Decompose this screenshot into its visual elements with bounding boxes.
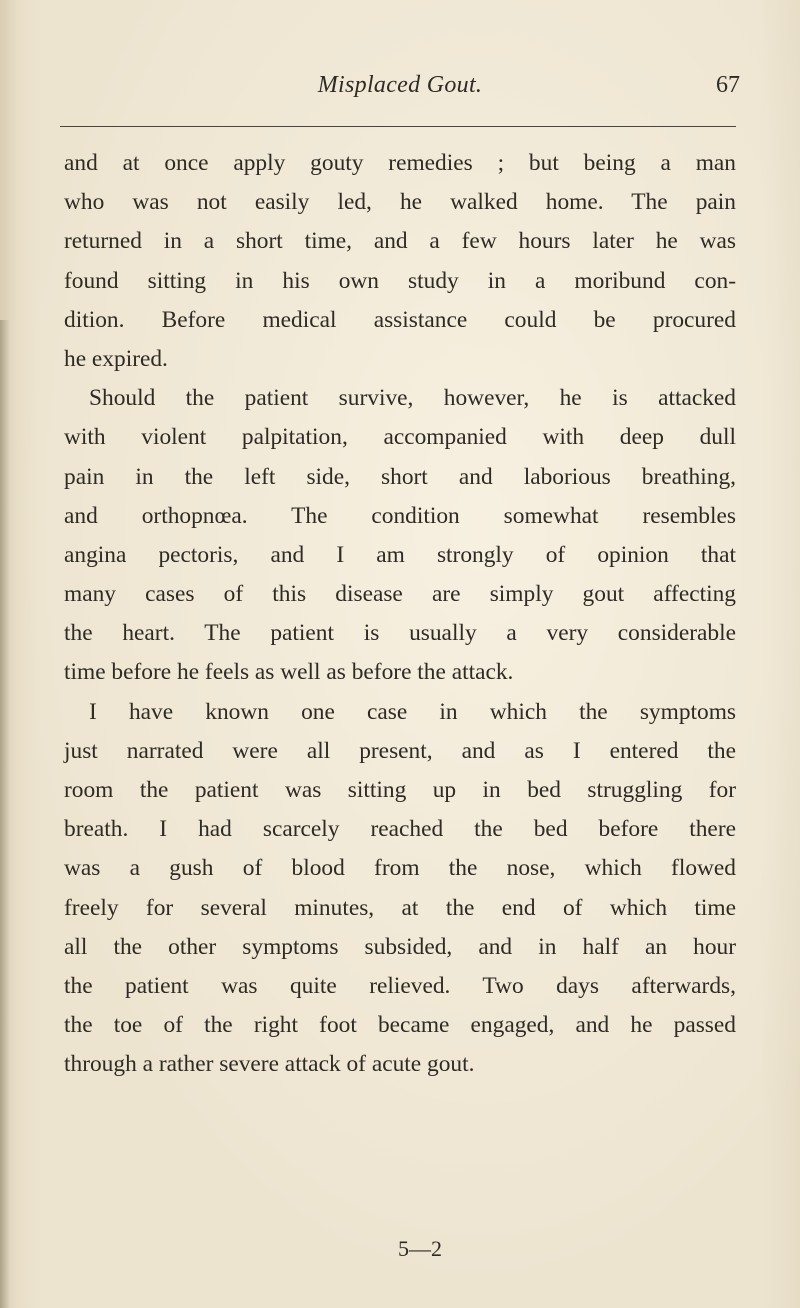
signature-mark: 5—2 xyxy=(398,1236,442,1261)
text-line: dition. Before medical assistance could be procured xyxy=(64,306,736,333)
header-rule xyxy=(60,126,736,127)
text-line: and orthopnœa. The condition somewhat resembles xyxy=(64,502,736,529)
text-line: freely for several minutes, at the end of which time xyxy=(64,894,736,921)
text-line: he expired. xyxy=(64,345,168,372)
text-line: breath. I had scarcely reached the bed before there xyxy=(64,816,736,843)
page-header xyxy=(60,72,740,112)
text-line: with violent palpitation, accompanied with deep dull xyxy=(64,424,736,451)
text-line: the patient was quite relieved. Two days afterwards, xyxy=(64,972,736,999)
page-number: 67 xyxy=(716,72,740,98)
text-line: time before he feels as well as before the attack. xyxy=(64,659,514,686)
text-line: through a rather severe attack of acute gout. xyxy=(64,1051,475,1078)
text-line: I have known one case in which the symptoms xyxy=(89,698,736,725)
text-line: who was not easily led, he walked home. The pain xyxy=(64,189,736,216)
running-title: Misplaced Gout. xyxy=(317,72,483,98)
text-line: pain in the left side, short and laborious breathing, xyxy=(64,463,736,490)
text-line: just narrated were all present, and as I entered the xyxy=(64,737,736,764)
text-line: room the patient was sitting up in bed struggling for xyxy=(64,777,736,803)
text-line: was a gush of blood from the nose, which flowed xyxy=(64,855,736,882)
text-line: angina pectoris, and I am strongly of opinion that xyxy=(64,541,736,568)
text-line: found sitting in his own study in a moribund con- xyxy=(64,267,736,294)
text-line: all the other symptoms subsided, and in half an hour xyxy=(64,933,736,960)
text-line: returned in a short time, and a few hours later he was xyxy=(64,228,736,255)
text-line: Should the patient survive, however, he is attacked xyxy=(89,385,736,412)
text-line: the toe of the right foot became engaged, and he passed xyxy=(64,1012,736,1039)
text-line: and at once apply gouty remedies ; but being a man xyxy=(64,150,736,176)
text-line: the heart. The patient is usually a very considerable xyxy=(64,620,736,647)
text-line: many cases of this disease are simply gout affecting xyxy=(64,581,736,608)
gutter-shadow xyxy=(0,320,10,1308)
body-text xyxy=(64,144,736,1085)
